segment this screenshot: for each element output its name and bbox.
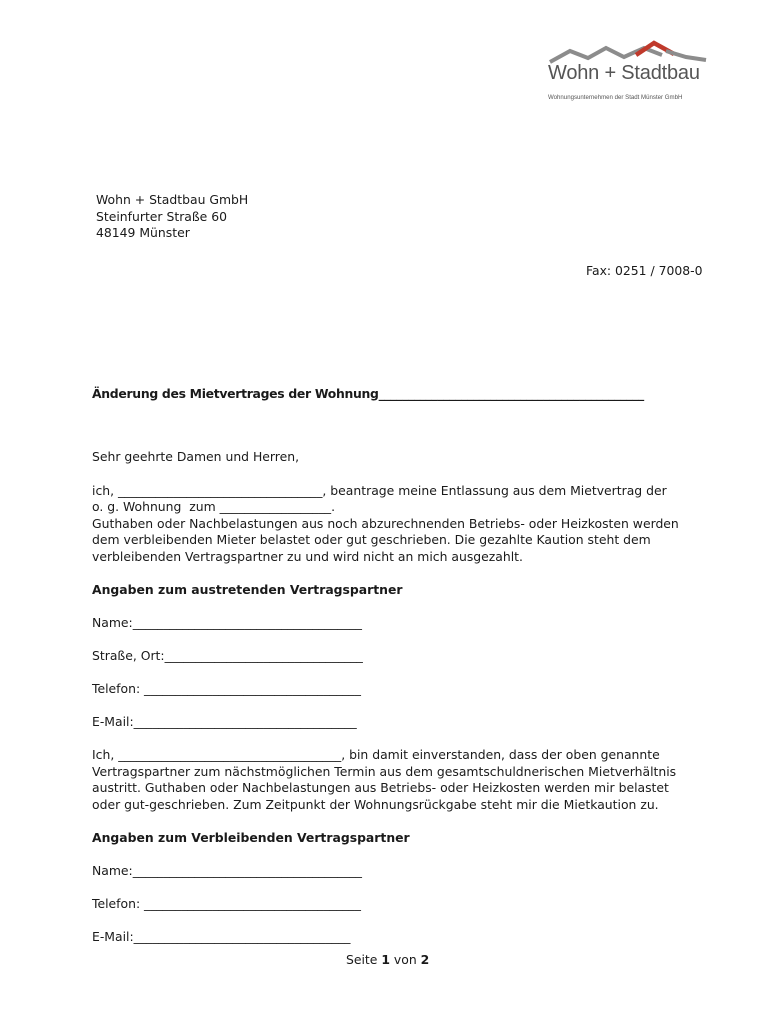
total-pages: 2 [420, 952, 430, 967]
remaining-name-field[interactable]: Name:_____________________________________ [92, 863, 362, 878]
house-roofline-icon [548, 38, 723, 64]
recipient-city: 48149 Münster [96, 225, 190, 240]
fax-number: Fax: 0251 / 7008-0 [586, 263, 703, 278]
page-indicator-prefix: Seite [346, 952, 382, 967]
salutation: Sehr geehrte Damen und Herren, [92, 449, 300, 464]
recipient-street: Steinfurter Straße 60 [96, 209, 228, 224]
page-indicator-middle: von [389, 952, 421, 967]
body-line: oder gut-geschrieben. Zum Zeitpunkt der Wohnungsrückgabe steht mir die Mietkaution zu. [92, 797, 659, 812]
recipient-name: Wohn + Stadtbau GmbH [96, 192, 249, 207]
logo-tagline: Wohnungsunternehmen der Stadt Münster GmbH [548, 94, 683, 101]
current-page: 1 [381, 952, 390, 967]
body-line: austritt. Guthaben oder Nachbelastungen aus Betriebs- oder Heizkosten werden mir belastet [92, 780, 669, 795]
remaining-phone-field[interactable]: Telefon: ___________________________________ [92, 896, 361, 911]
section-heading-leaving-partner: Angaben zum austretenden Vertragspartner [92, 582, 403, 597]
body-line: o. g. Wohnung zum __________________. [92, 499, 336, 514]
body-line: Guthaben oder Nachbelastungen aus noch abzurechnenden Betriebs- oder Heizkosten werden [92, 516, 679, 531]
body-line: Vertragspartner zum nächstmöglichen Termin aus dem gesamtschuldnerischen Mietverhältnis [92, 764, 677, 779]
leaving-name-field[interactable]: Name:_____________________________________ [92, 615, 362, 630]
body-line: dem verbleibenden Mieter belastet oder gut geschrieben. Die gezahlte Kaution steht dem [92, 532, 651, 547]
body-line: verbleibenden Vertragspartner zu und wird nicht an mich ausgezahlt. [92, 549, 523, 564]
body-line: ich, _________________________________, beantrage meine Entlassung aus dem Mietvertrag der [92, 483, 667, 498]
leaving-address-field[interactable]: Straße, Ort:________________________________ [92, 648, 363, 663]
leaving-email-field[interactable]: E-Mail:____________________________________ [92, 714, 357, 729]
page-indicator [346, 952, 429, 969]
section-heading-remaining-partner: Angaben zum Verbleibenden Vertragspartner [92, 830, 410, 845]
logo-wordmark: Wohn + Stadtbau [548, 62, 700, 84]
remaining-email-field[interactable]: E-Mail:___________________________________ [92, 929, 351, 944]
body-line: Ich, ____________________________________, bin damit einverstanden, dass der oben genannte [92, 747, 660, 762]
leaving-phone-field[interactable]: Telefon: ___________________________________ [92, 681, 361, 696]
subject-line: Änderung des Mietvertrages der Wohnung_____________________________________________ [92, 386, 644, 401]
company-logo [548, 38, 723, 108]
